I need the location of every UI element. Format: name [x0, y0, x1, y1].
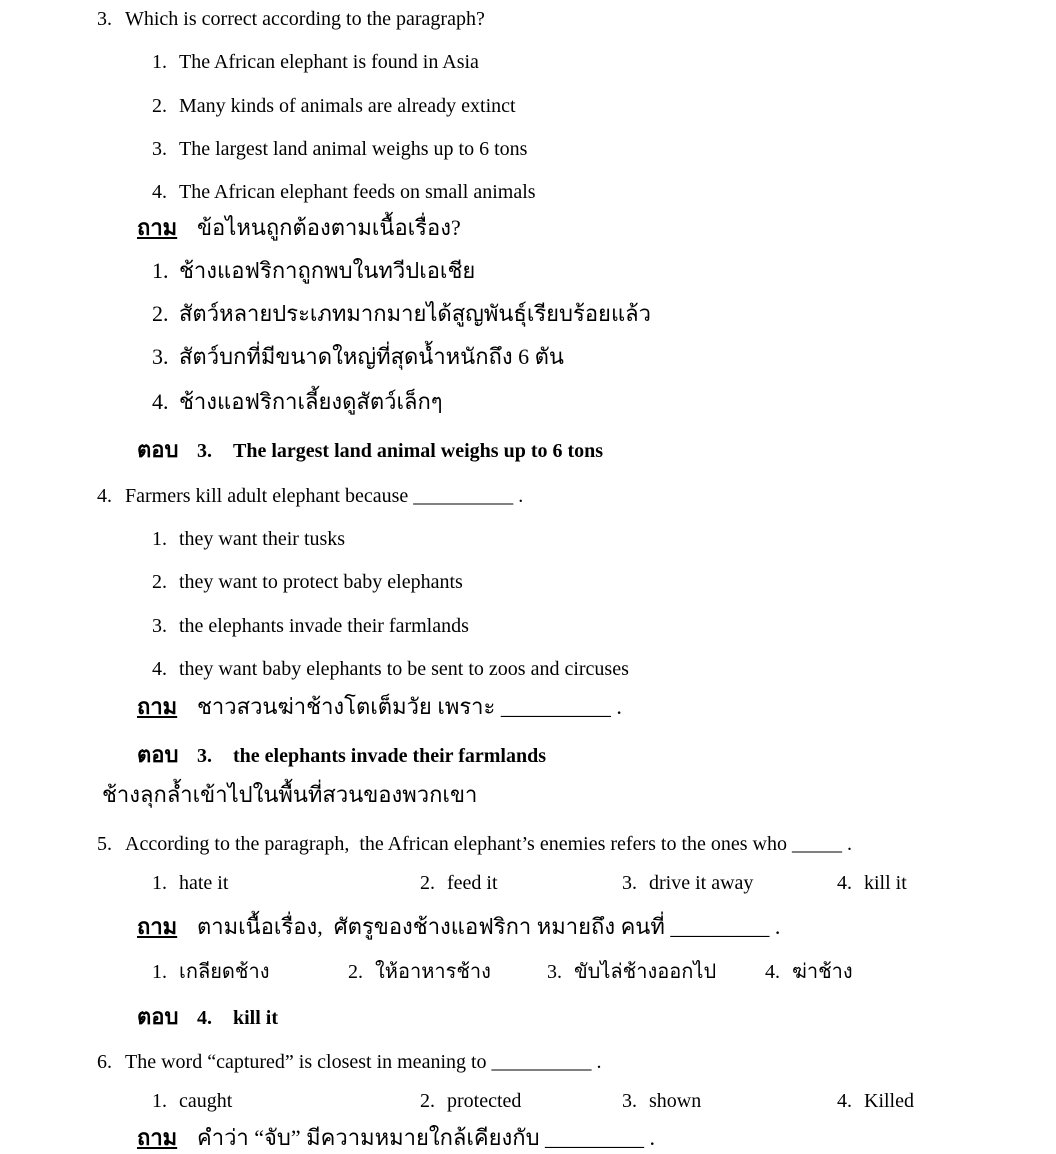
- option-text: they want to protect baby elephants: [179, 571, 463, 593]
- option-number: 1.: [152, 1090, 167, 1112]
- question-5: [97, 829, 852, 859]
- q5-option-4: [837, 872, 907, 895]
- q4-option-2: [152, 567, 463, 597]
- q3-thai-option-4: [152, 387, 443, 417]
- q6-thai-question-row-clipped: [137, 1123, 655, 1154]
- q3-option-3: [152, 134, 527, 164]
- option-number: 3.: [152, 344, 169, 369]
- question-number: 3.: [97, 8, 112, 30]
- q3-thai-option-1: [152, 256, 475, 286]
- option-number: 3.: [622, 872, 637, 894]
- tham-label: ถาม: [137, 1125, 178, 1150]
- option-text: the elephants invade their farmlands: [179, 615, 469, 637]
- option-number: 2.: [348, 961, 363, 983]
- option-number: 3.: [152, 138, 167, 160]
- option-text: เกลียดช้าง: [179, 961, 270, 983]
- question-text: According to the paragraph, the African elephant’s enemies refers to the ones who _____ .: [125, 833, 852, 855]
- q6-option-1: [152, 1090, 232, 1113]
- option-number: 1.: [152, 258, 169, 283]
- q5-options-row: [0, 872, 1056, 906]
- q3-option-4: [152, 177, 536, 207]
- option-number: 4.: [152, 658, 167, 680]
- option-text: drive it away: [649, 872, 754, 894]
- option-text: ขับไล่ช้างออกไป: [574, 961, 717, 983]
- option-number: 1.: [152, 961, 167, 983]
- thai-question-text: ตามเนื้อเรื่อง, ศัตรูของช้างแอฟริกา หมายถึง คนที่ _________ .: [197, 914, 781, 939]
- q4-option-4: [152, 654, 629, 684]
- q5-option-1: [152, 872, 228, 895]
- option-number: 4.: [152, 181, 167, 203]
- option-text: ให้อาหารช้าง: [375, 961, 491, 983]
- option-text: shown: [649, 1090, 702, 1112]
- q3-answer-row: [137, 435, 603, 466]
- tham-label: ถาม: [137, 215, 178, 240]
- question-number: 6.: [97, 1051, 112, 1073]
- option-number: 1.: [152, 528, 167, 550]
- question-number: 4.: [97, 485, 112, 507]
- option-text: Many kinds of animals are already extinct: [179, 95, 516, 117]
- option-number: 2.: [420, 1090, 435, 1112]
- q6-option-2: [420, 1090, 521, 1113]
- question-text: The word “captured” is closest in meaning to __________ .: [125, 1051, 602, 1073]
- q4-thai-question-row: [137, 692, 622, 723]
- answer-number: 3.: [197, 440, 212, 462]
- q5-thai-option-4: [765, 955, 853, 987]
- option-text: สัตว์หลายประเภทมากมายได้สูญพันธุ์เรียบร้อยแล้ว: [179, 301, 651, 326]
- option-number: 4.: [837, 1090, 852, 1112]
- option-text: The African elephant is found in Asia: [179, 51, 479, 73]
- option-text: ช้างแอฟริกาเลี้ยงดูสัตว์เล็กๆ: [179, 389, 443, 414]
- option-number: 2.: [420, 872, 435, 894]
- tob-label: ตอบ: [137, 437, 179, 462]
- option-text: The African elephant feeds on small animals: [179, 181, 536, 203]
- answer-number: 4.: [197, 1007, 212, 1029]
- q3-thai-option-2: [152, 299, 651, 329]
- q4-option-3: [152, 611, 469, 641]
- option-text: protected: [447, 1090, 522, 1112]
- option-number: 1.: [152, 872, 167, 894]
- q5-thai-question-row: [137, 912, 780, 943]
- question-text: Farmers kill adult elephant because __________ .: [125, 485, 524, 507]
- option-number: 4.: [152, 389, 169, 414]
- option-number: 3.: [622, 1090, 637, 1112]
- q5-option-3: [622, 872, 753, 895]
- option-text: feed it: [447, 872, 498, 894]
- thai-question-text: คำว่า “จับ” มีความหมายใกล้เคียงกับ _________ .: [197, 1125, 656, 1150]
- answer-text: The largest land animal weighs up to 6 tons: [233, 440, 604, 462]
- question-text: Which is correct according to the paragraph?: [125, 8, 485, 30]
- q5-option-2: [420, 872, 498, 895]
- option-text: hate it: [179, 872, 229, 894]
- thai-question-text: ข้อไหนถูกต้องตามเนื้อเรื่อง?: [197, 215, 461, 240]
- tham-label: ถาม: [137, 694, 178, 719]
- question-4: [97, 481, 523, 511]
- option-text: kill it: [864, 872, 907, 894]
- tob-label: ตอบ: [137, 742, 179, 767]
- q6-option-4: [837, 1090, 914, 1113]
- option-text: Killed: [864, 1090, 914, 1112]
- option-text: they want their tusks: [179, 528, 346, 550]
- q5-thai-option-3: [547, 955, 716, 987]
- option-text: they want baby elephants to be sent to zoos and circuses: [179, 658, 629, 680]
- q3-thai-option-3: [152, 342, 564, 372]
- tob-label: ตอบ: [137, 1004, 179, 1029]
- q5-thai-option-1: [152, 955, 269, 987]
- q4-option-1: [152, 524, 345, 554]
- q5-answer-row: [137, 1002, 278, 1033]
- q4-answer-row: [137, 740, 546, 771]
- thai-question-text: ชาวสวนฆ่าช้างโตเต็มวัย เพราะ __________ .: [197, 694, 622, 719]
- option-text: caught: [179, 1090, 233, 1112]
- q4-thai-explanation: ช้างลุกล้ำเข้าไปในพื้นที่สวนของพวกเขา: [102, 782, 478, 807]
- option-number: 3.: [152, 615, 167, 637]
- q5-thai-options-row: [0, 955, 1056, 989]
- option-text: ฆ่าช้าง: [792, 961, 853, 983]
- option-number: 2.: [152, 95, 167, 117]
- q3-option-1: [152, 47, 479, 77]
- option-number: 3.: [547, 961, 562, 983]
- option-number: 2.: [152, 301, 169, 326]
- q6-options-row: [0, 1090, 1056, 1124]
- question-3: [97, 4, 485, 34]
- option-text: ช้างแอฟริกาถูกพบในทวีปเอเชีย: [179, 258, 476, 283]
- question-6: [97, 1047, 602, 1077]
- question-number: 5.: [97, 833, 112, 855]
- q3-option-2: [152, 91, 516, 121]
- answer-text: kill it: [233, 1007, 279, 1029]
- option-number: 1.: [152, 51, 167, 73]
- answer-number: 3.: [197, 745, 212, 767]
- option-text: The largest land animal weighs up to 6 tons: [179, 138, 528, 160]
- q6-option-3: [622, 1090, 701, 1113]
- option-text: สัตว์บกที่มีขนาดใหญ่ที่สุดน้ำหนักถึง 6 ตัน: [179, 344, 564, 369]
- option-number: 2.: [152, 571, 167, 593]
- q5-thai-option-2: [348, 955, 491, 987]
- q3-thai-question-row: [137, 213, 461, 244]
- option-number: 4.: [765, 961, 780, 983]
- option-number: 4.: [837, 872, 852, 894]
- tham-label: ถาม: [137, 914, 178, 939]
- answer-text: the elephants invade their farmlands: [233, 745, 546, 767]
